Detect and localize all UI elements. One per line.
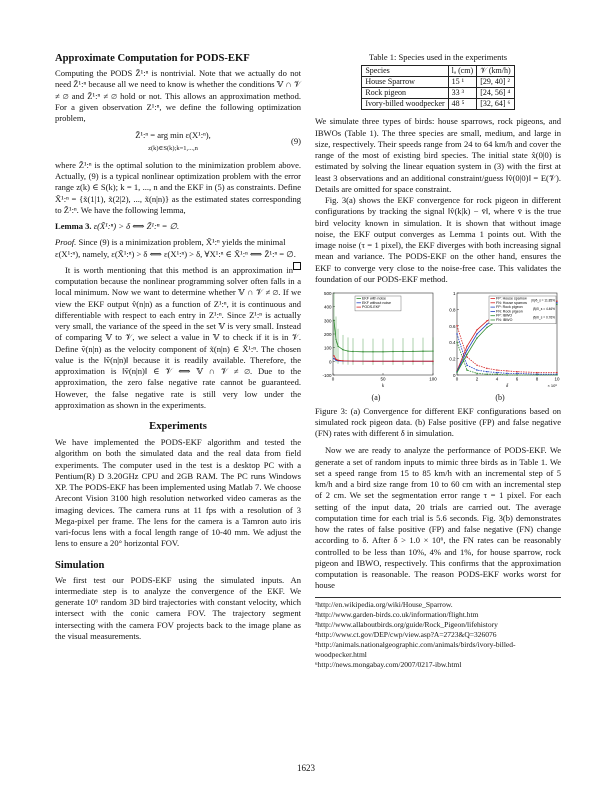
y-tick-label: 0.6: [449, 323, 456, 329]
equation-9-subscript: z(k)∈S(k);k=1,...,n: [148, 144, 198, 152]
data-point: [476, 373, 477, 374]
data-point: [335, 359, 336, 360]
legend-entry: PODS-EKF: [362, 305, 381, 310]
fp-fn-chart: [439, 289, 561, 389]
figure-3b-label: (b): [495, 393, 505, 403]
figure-3b: [439, 289, 561, 404]
data-point: [456, 372, 457, 373]
data-point: [466, 350, 467, 351]
data-point: [486, 323, 487, 324]
legend-note: |δ|/δ_s = 4.46%: [532, 307, 555, 312]
figure-3a-label: (a): [371, 393, 381, 403]
y-tick-label: 300: [323, 318, 332, 324]
data-point: [466, 346, 467, 347]
data-point: [556, 372, 557, 373]
data-point: [342, 349, 343, 350]
equation-9: [55, 130, 301, 154]
data-point: [466, 354, 467, 355]
species-table: [361, 65, 514, 110]
y-tick-label: 0: [328, 359, 332, 365]
data-point: [556, 374, 557, 375]
table-header-row: [362, 66, 514, 77]
equation-9-body: Z̃¹:ⁿ = arg min ε(X¹:ⁿ),: [135, 130, 211, 141]
table-row: [362, 99, 514, 110]
paragraph-performance: Now we are ready to analyze the performance of PODS-EKF. We generate a set of random inputs to mimic three birds as in Table 1. We set a speed range from 15 to 85 km/h with an incremental step of 5 km/h and a bird size range from 10 to 60 cm with an incremental step of 2 cm. We set the segmentation error range τ = 1 pixel. For each setting of the input data, 20 trials are carried out. The average computation time for each trial is 5.6 seconds. Fig. 3(b) demonstrates how the rates of false positive (FP) and false negative (FN) change according to δ. After δ > 1.0 × 10⁶, the FN rates can be reasonably controlled to be less than 10%, 4% and 1%, for house sparrow, rock pigeon and IBWO, respectively. This confirms that the approximation computation is reasonable. The reason PODS-EKF works worst for house: [315, 445, 561, 591]
data-point: [536, 374, 537, 375]
x-tick-label: 6: [515, 376, 519, 382]
table-header-cell: 𝒱 (km/h): [477, 66, 514, 77]
data-point: [486, 320, 487, 321]
y-tick-label: 100: [323, 345, 332, 351]
data-point: [476, 364, 477, 365]
data-point: [432, 360, 433, 361]
legend-entry: EKF without noise: [362, 300, 391, 305]
data-point: [516, 371, 517, 372]
data-point: [337, 360, 338, 361]
x-tick-label: 50: [380, 376, 386, 382]
data-point: [382, 351, 383, 352]
y-tick-label: 1: [452, 291, 456, 296]
data-point: [486, 327, 487, 328]
data-point: [476, 329, 477, 330]
x-tick-label: 10: [554, 376, 560, 382]
data-point: [333, 355, 334, 356]
data-point: [335, 339, 336, 340]
table-row: [362, 77, 514, 88]
data-point: [486, 371, 487, 372]
x-tick-label: 100: [429, 376, 437, 382]
data-point: [556, 301, 557, 302]
proof-label: Proof.: [55, 237, 77, 248]
legend-entry: FN: IBWO: [496, 318, 513, 322]
table-header-cell: lₐ (cm): [448, 66, 477, 77]
x-tick-label: 2: [475, 376, 479, 382]
data-point: [412, 351, 413, 352]
data-point: [556, 304, 557, 305]
legend-entry: FP: House sparrow: [496, 296, 527, 301]
data-point: [536, 372, 537, 373]
footnote: ⁶http://news.mongabay.com/2007/0217-ibw.html: [315, 659, 462, 669]
table-cell: Rock pigeon: [362, 88, 448, 99]
x-tick-label: 0: [455, 376, 459, 382]
equation-9-number: (9): [291, 136, 301, 147]
data-point: [333, 358, 334, 359]
data-point: [476, 369, 477, 370]
data-point: [456, 325, 457, 326]
table-cell: 15 ¹: [448, 77, 477, 88]
legend-entry: FN: House sparrow: [496, 300, 527, 305]
page-number: 1623: [297, 763, 315, 773]
y-tick-label: 0.4: [449, 340, 456, 346]
data-point: [476, 333, 477, 334]
x-tick-label: 8: [535, 376, 539, 382]
data-point: [352, 360, 353, 361]
data-point: [412, 360, 413, 361]
convergence-chart: [315, 289, 437, 389]
table-cell: [32, 64] ⁶: [477, 99, 514, 110]
data-point: [392, 351, 393, 352]
data-point: [516, 374, 517, 375]
data-point: [372, 360, 373, 361]
qed-icon: [293, 262, 301, 270]
legend-entry: FP: Rock pigeon: [496, 305, 523, 310]
footnote: ²http://www.garden-birds.co.uk/information/flight.htm: [315, 609, 479, 619]
x-tick-label: 4: [495, 376, 499, 382]
table-cell: House Sparrow: [362, 77, 448, 88]
table-cell: Ivory-billed woodpecker: [362, 99, 448, 110]
data-point: [466, 356, 467, 357]
footnote: ⁵http://animals.nationalgeographic.com/animals/birds/ivory-billed-woodpecker.html: [315, 639, 516, 659]
data-point: [352, 351, 353, 352]
table-cell: [24, 56] ⁴: [477, 88, 514, 99]
paragraph-approx-define: where Z̃¹:ⁿ is the optimal solution to the minimization problem above. Actually, (9) is a typical nonlinear optimization problem with the error range z(k) ∈ S(k); k = 1, ..., n and the EKF in (5) as constraints. Define X̃¹:ⁿ = {x̃(1|1), x̃(2|2), ..., x̃(n|n)} as the estimated states corresponding to Z̃¹:ⁿ. We have the following lemma,: [55, 159, 301, 215]
data-point: [466, 369, 467, 370]
paragraph-convergence: Fig. 3(a) shows the EKF convergence for rock pigeon in different configurations by tracking the signal ‖v̂(k|k) − v̄‖, where v̄ is the true bird velocity known in simulation. It is shown that without image noise, the EKF output converges as Lemma 1 points out. With the image noise (τ = 1 pixel), the EKF diverges with both increasing signal mean and variance. The PODS-EKF on the other hand, ensures the EKF to converge very close to the noise-free case. This validates the foundation of our PODS-EKF method.: [315, 195, 561, 284]
data-point: [337, 346, 338, 347]
data-point: [496, 372, 497, 373]
data-point: [456, 333, 457, 334]
paragraph-approx-note: It is worth mentioning that this method is an approximation in computation because the nonlinear programming solver often falls in a local minimum. Now we want to determine whether 𝕍 ∩ 𝒱 ≠ ∅. If we view the EKF output v̂(n|n) as a function of Z¹:ⁿ, it is continuous and differentiable with respect to each entry in Z¹:ⁿ. Since Z¹:ⁿ is actually very small, the variance of the speed in the set 𝕍 is very small. Instead of comparing 𝕍 to 𝒱, we select a value in 𝕍 to check if it is in 𝒱. Define ṽ(n|n) as the velocity component of x̃(n|n) ∈ X̃¹:ⁿ. The chosen value is the ‖ṽ(n|n)‖ because it is readily available. Therefore, the approximation is ‖ṽ(n|n)‖ ∈ 𝒱 ⟺ 𝕍 ∩ 𝒱 ≠ ∅. Due to the approximation, the zero false negative rate cannot be guaranteed. However, the false negative rate is still very low under the approximation as shown in the experiments.: [55, 264, 301, 410]
data-point: [347, 350, 348, 351]
data-point: [486, 373, 487, 374]
data-point: [496, 373, 497, 374]
table-cell: [29, 40] ²: [477, 77, 514, 88]
section-heading-simulation: Simulation: [55, 559, 105, 571]
right-column: [315, 52, 561, 670]
figure-3a: [315, 289, 437, 404]
x-axis-multiplier: × 10⁶: [547, 383, 557, 388]
proof-block: [55, 237, 301, 260]
data-point: [432, 350, 433, 351]
x-axis-label: k: [381, 384, 385, 389]
x-tick-label: 0: [331, 376, 335, 382]
data-point: [466, 364, 467, 365]
figure-3-caption: Figure 3: (a) Convergence for different EKF configurations based on simulated rock pigeon data. (b) False positive (FP) and false negative (FN) rates with different δ in simulation.: [315, 405, 561, 438]
footnote: ¹http://en.wikipedia.org/wiki/House_Sparrow.: [315, 599, 453, 609]
y-tick-label: 500: [323, 291, 332, 296]
y-tick-label: 0: [452, 373, 456, 378]
data-point: [486, 368, 487, 369]
footnote: ⁴http://www.ct.gov/DEP/cwp/view.asp?A=2723&Q=326076: [315, 629, 497, 639]
legend-note: |δ|/δ_s = 11.85%: [531, 298, 555, 303]
data-point: [556, 302, 557, 303]
data-point: [333, 320, 334, 321]
legend-entry: EKF with noise: [362, 296, 386, 301]
x-axis-label: δ: [505, 384, 509, 389]
data-point: [506, 370, 507, 371]
data-point: [372, 351, 373, 352]
table-row: [362, 88, 514, 99]
data-point: [422, 351, 423, 352]
y-tick-label: -100: [322, 373, 332, 378]
figure-3: [315, 289, 561, 404]
section-heading-approx: Approximate Computation for PODS-EKF: [55, 53, 250, 64]
footnotes: [315, 597, 561, 670]
left-column: [55, 52, 301, 642]
section-heading-experiments: Experiments: [149, 421, 207, 432]
proof-text: Since (9) is a minimization problem, X̃¹:ⁿ yields the minimal ε(X¹:ⁿ), namely, ε(X̃¹:ⁿ) > δ ⟺ ε(X¹:ⁿ) > δ, ∀X¹:ⁿ ∈ X̃¹:ⁿ ⟺ Z̃¹:ⁿ = ∅.: [55, 237, 296, 259]
table-cell: 48 ⁵: [448, 99, 477, 110]
data-point: [506, 373, 507, 374]
data-point: [362, 351, 363, 352]
data-point: [342, 360, 343, 361]
data-point: [476, 337, 477, 338]
lemma-label: Lemma 3.: [55, 221, 92, 231]
paragraph-species: We simulate three types of birds: house sparrows, rock pigeons, and IBWOs (Table 1). The three species are small, medium, and large in size, respectively. Their speeds range from 24 to 64 km/h and cover the range of the most of existing bird species. The initial state x̂(0|0) is estimated by solving the linear equation system in (3) with the first at least 3 observations and an additional constraint/guess ‖v̂(0|0)‖ = E(𝒱). Details are omitted for space constraint.: [315, 116, 561, 194]
lemma-text: ε(X̃¹:ⁿ) > δ ⟺ Z̃¹:ⁿ = ∅.: [93, 221, 180, 231]
y-tick-label: 400: [323, 304, 332, 310]
data-point: [516, 373, 517, 374]
data-point: [456, 342, 457, 343]
table-caption: Table 1: Species used in the experiments: [368, 52, 508, 62]
paragraph-experiments: We have implemented the PODS-EKF algorithm and tested the algorithm on both the simulated data and the real data from field experiments. The computer used in the test is a desktop PC with a Pentium(R) D 3.20GHz CPU and 2GB RAM. The PC runs Windows XP. The PODS-EKF has been implemented using Matlab 7. We choose Arecont Vision 3100 high resolution networked video cameras as the imaging devices. The camera runs at 11 fps with a resolution of 3 Mega-pixel per frame. The lens for the camera is a Tamron auto iris vari-focus lens with a focal length range of 10-40 mm. We adjust the lens to ensure a 20° horizontal FOV.: [55, 437, 301, 549]
table-header-cell: Species: [362, 66, 448, 77]
data-point: [392, 360, 393, 361]
paragraph-approx-intro: Computing the PODS Z̃¹:ⁿ is nontrivial. Note that we actually do not need Z̃¹:ⁿ because all we need to know is whether the conditions 𝕍 ∩ 𝒱 ≠ ∅ and Z̃¹:ⁿ ≠ ∅ hold or not. This allows an approximation method. For a given observation Z¹:ⁿ, we define the following optimization problem,: [55, 68, 301, 123]
data-point: [506, 374, 507, 375]
y-tick-label: 0.2: [449, 356, 456, 362]
legend-entry: FP: IBWO: [496, 313, 513, 318]
y-tick-label: 0.8: [449, 307, 456, 313]
legend-entry: FN: Rock pigeon: [496, 309, 523, 314]
y-tick-label: 200: [323, 332, 332, 337]
data-point: [402, 351, 403, 352]
paragraph-simulation: We first test our PODS-EKF using the simulated inputs. An intermediate step is to analyze the convergence of the EKF. We generate 10⁶ random 3D bird trajectories with constant velocity, which intersect with the conic camera FOV. The trajectory segment intersecting with the camera FOV projects back to the image plane as the visual measurements.: [55, 574, 301, 641]
legend-note: |δ|/δ_s = 0.76%: [532, 315, 555, 320]
footnote: ³http://www.allaboutbirds.org/guide/Rock_Pigeon/lifehistory: [315, 619, 498, 629]
lemma-3: [55, 221, 301, 232]
table-cell: 33 ³: [448, 88, 477, 99]
data-point: [496, 369, 497, 370]
